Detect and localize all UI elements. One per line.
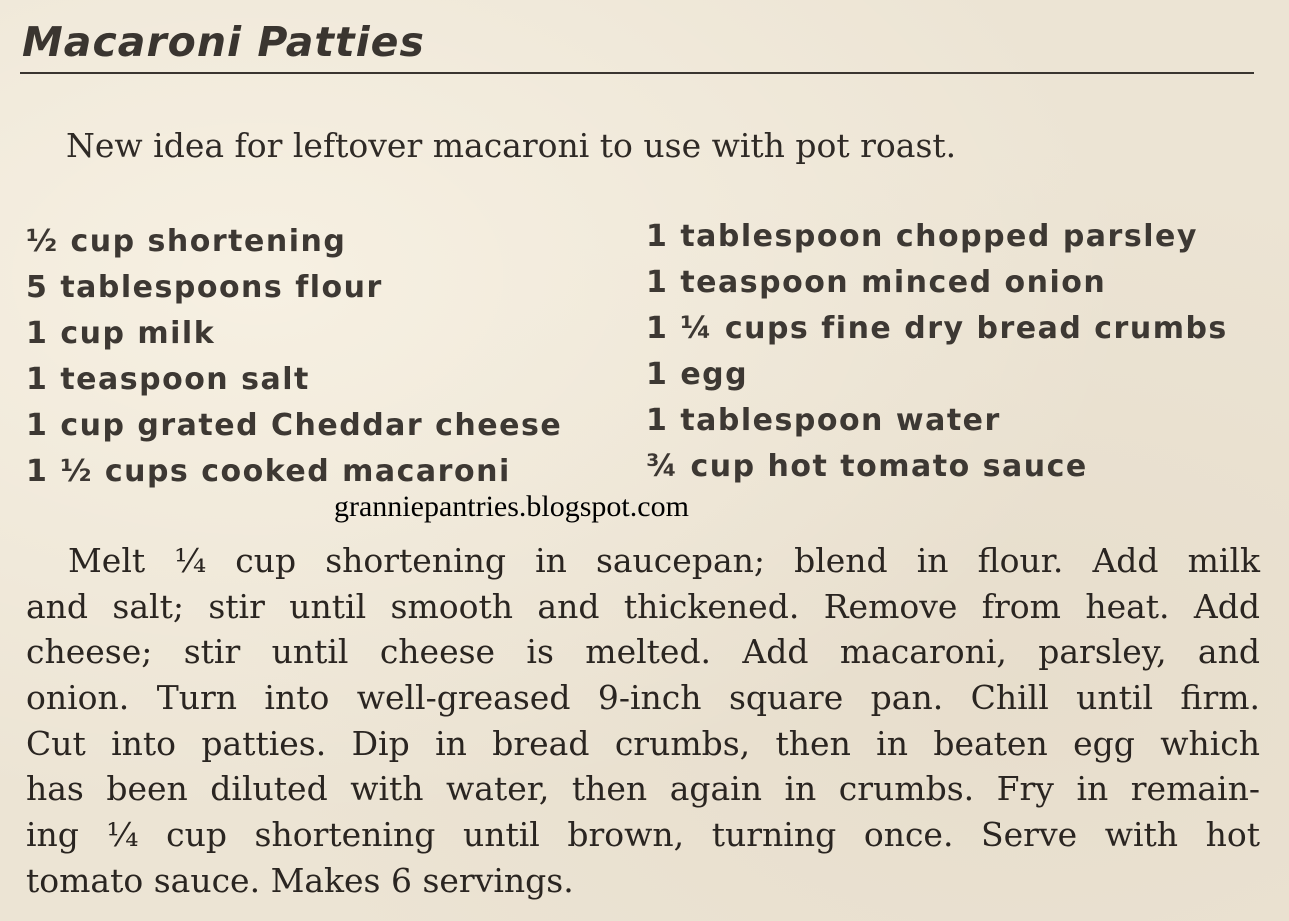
- ingredient-item: 1 ¼ cups fine dry bread crumbs: [646, 311, 1228, 346]
- method-line: Melt ¼ cup shortening in saucepan; blend in flour. Add milk: [68, 541, 1260, 580]
- ingredient-item: 1 cup milk: [26, 316, 216, 351]
- ingredient-item: ¾ cup hot tomato sauce: [646, 449, 1088, 484]
- method-line: has been diluted with water, then again in crumbs. Fry in remain-: [26, 769, 1260, 809]
- recipe-title: Macaroni Patties: [22, 18, 425, 66]
- ingredient-item: 5 tablespoons flour: [26, 270, 383, 305]
- ingredient-item: 1 ½ cups cooked macaroni: [26, 454, 511, 489]
- ingredient-item: 1 teaspoon minced onion: [646, 265, 1107, 300]
- method-line: and salt; stir until smooth and thickened. Remove from heat. Add: [26, 586, 1260, 626]
- method-line: ing ¼ cup shortening until brown, turning once. Serve with hot: [26, 815, 1260, 855]
- ingredient-item: ½ cup shortening: [26, 224, 347, 259]
- method-line: cheese; stir until cheese is melted. Add macaroni, parsley, and: [26, 632, 1260, 672]
- ingredient-item: 1 cup grated Cheddar cheese: [26, 408, 563, 443]
- method-line: onion. Turn into well-greased 9-inch square pan. Chill until firm.: [26, 678, 1260, 718]
- ingredients-left-column: [26, 219, 562, 495]
- recipe-method: [26, 538, 1260, 904]
- ingredient-item: 1 tablespoon water: [646, 403, 1001, 438]
- ingredient-item: 1 egg: [646, 357, 749, 392]
- ingredient-item: 1 teaspoon salt: [26, 362, 310, 397]
- ingredient-item: 1 tablespoon chopped parsley: [646, 219, 1198, 254]
- ingredients-right-column: [646, 214, 1228, 490]
- method-line: tomato sauce. Makes 6 servings.: [26, 860, 574, 900]
- blog-watermark: granniepantries.blogspot.com: [334, 490, 689, 523]
- method-line: Cut into patties. Dip in bread crumbs, then in beaten egg which: [26, 723, 1260, 763]
- recipe-intro: New idea for leftover macaroni to use with pot roast.: [66, 126, 957, 165]
- title-divider: [20, 72, 1254, 74]
